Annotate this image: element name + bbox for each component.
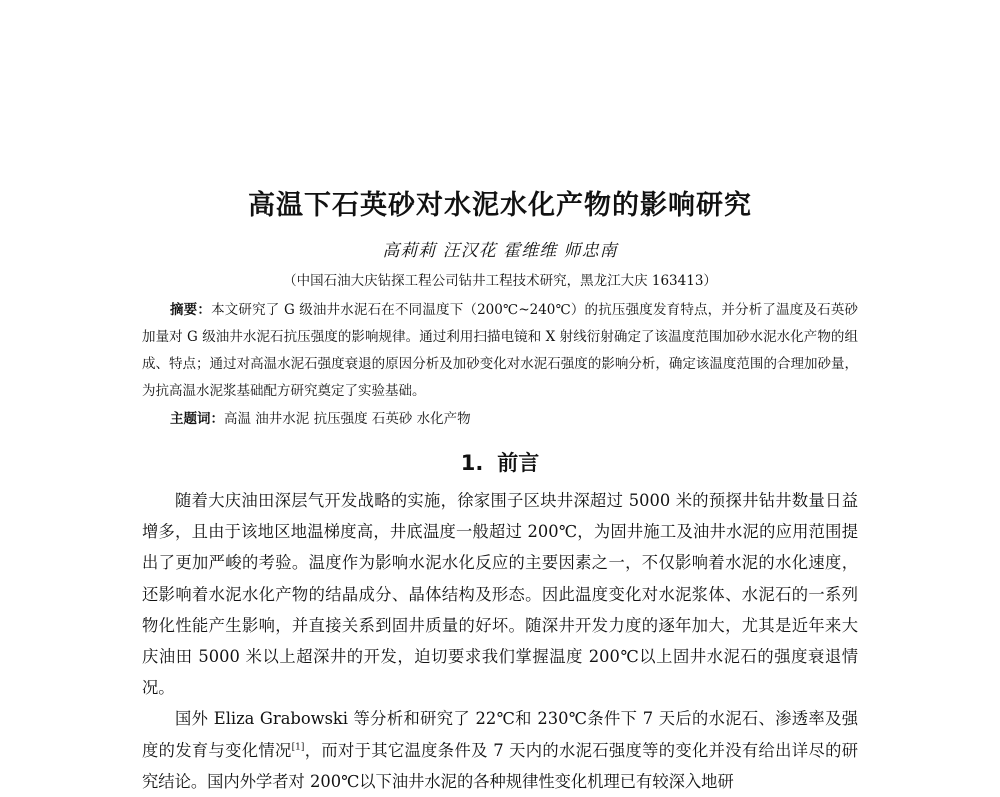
- body-text: [142, 485, 858, 797]
- body-paragraph-2-part-b: ，而对于其它温度条件及 7 天内的水泥石强度等的变化并没有给出详尽的研究结论。国内外学者对 200℃以下油井水泥的各种规律性变化机理已有较深入地研: [142, 740, 858, 791]
- abstract: [142, 297, 858, 405]
- keywords: [170, 407, 471, 427]
- abstract-paragraph: [142, 297, 858, 405]
- section-title: 前言: [497, 451, 540, 475]
- abstract-text: 本文研究了 G 级油井水泥石在不同温度下（200℃~240℃）的抗压强度发育特点，并分析了温度及石英砂加量对 G 级油井水泥石抗压强度的影响规律。通过利用扫描电镜和 X 射线衍射确定了该温度范围加砂水泥水化产物的组成、特点；通过对高温水泥石强度衰退的原因分析及加砂变化对水泥石强度的影响分析，确定该温度范围的合理加砂量，为抗高温水泥浆基础配方研究奠定了实验基础。: [142, 302, 859, 399]
- body-paragraph-2: [142, 703, 858, 797]
- author-list: 高莉莉 汪汉花 霍维维 师忠南: [382, 241, 618, 261]
- body-paragraph-2-part-a: 国外 Eliza Grabowski 等分析和研究了 22℃和 230℃条件下 7 天后的水泥石、渗透率及强度的发育与变化情况: [142, 709, 858, 760]
- abstract-label: 摘要：: [170, 302, 212, 318]
- body-paragraph-1: 随着大庆油田深层气开发战略的实施，徐家围子区块井深超过 5000 米的预探井钻井数量日益增多，且由于该地区地温梯度高，井底温度一般超过 200℃，为固井施工及油井水泥的应用范围提出了更加严峻的考验。温度作为影响水泥水化反应的主要因素之一，不仅影响着水泥的水化速度，还影响着水泥水化产物的结晶成分、晶体结构及形态。因此温度变化对水泥浆体、水泥石的一系列物化性能产生影响，并直接关系到固井质量的好坏。随深井开发力度的逐年加大，尤其是近年来大庆油田 5000 米以上超深井的开发，迫切要求我们掌握温度 200℃以上固井水泥石的强度衰退情况。: [142, 491, 858, 698]
- section-heading: [0, 447, 1000, 477]
- keywords-text: 高温 油井水泥 抗压强度 石英砂 水化产物: [224, 411, 471, 427]
- section-number: 1.: [460, 451, 484, 475]
- keywords-label: 主题词：: [170, 411, 224, 427]
- paper-title: 高温下石英砂对水泥水化产物的影响研究: [248, 190, 752, 221]
- citation-ref: [1]: [291, 742, 305, 753]
- affiliation: （中国石油大庆钻探工程公司钻井工程技术研究，黑龙江大庆 163413）: [283, 273, 717, 289]
